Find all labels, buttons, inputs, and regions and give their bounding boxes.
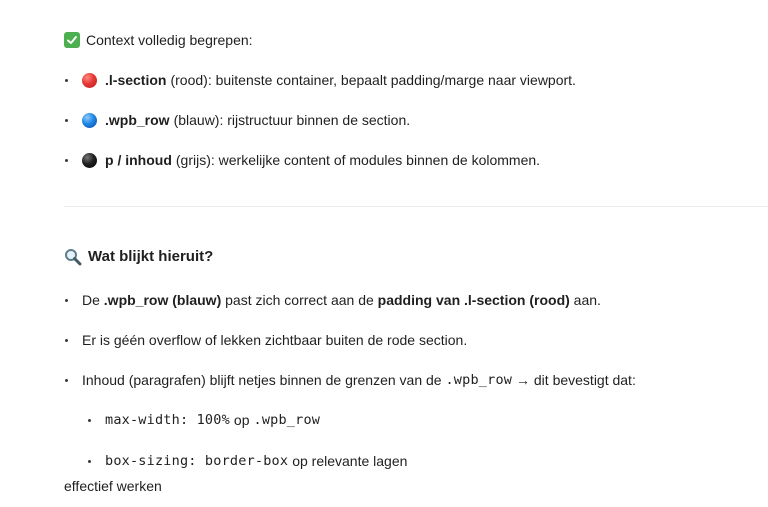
bullet-icon <box>64 371 72 389</box>
inline-code: .wpb_row <box>253 412 321 428</box>
list-item <box>64 71 576 89</box>
bullet-icon <box>87 452 95 470</box>
closing-text <box>64 477 162 495</box>
list-item <box>64 111 410 129</box>
text: past zich correct aan de <box>221 292 378 308</box>
section-title: Wat blijkt hieruit? <box>88 248 214 265</box>
bullet-icon <box>64 331 72 349</box>
text: aan. <box>569 292 601 308</box>
bullet-icon <box>64 71 72 89</box>
bullet-icon <box>64 111 72 129</box>
layer-desc: (blauw): rijstructuur binnen de section. <box>173 112 411 128</box>
inline-code: .wpb_row <box>445 372 513 388</box>
black-circle-icon <box>82 153 97 168</box>
divider <box>64 206 768 207</box>
inline-code: box-sizing: border-box <box>105 453 289 469</box>
list-item <box>64 331 467 349</box>
intro-text: Context volledig begrepen: <box>86 32 253 48</box>
blue-circle-icon <box>82 113 97 128</box>
bullet-icon <box>64 291 72 309</box>
bullet-icon <box>87 411 95 429</box>
layer-desc: (grijs): werkelijke content of modules binnen de kolommen. <box>175 152 541 168</box>
sub-list-item <box>87 452 407 470</box>
layer-selector: p / inhoud <box>105 152 172 168</box>
layer-selector: .l-section <box>105 72 167 88</box>
section-heading <box>64 248 213 266</box>
text: → dit bevestigt dat: <box>512 372 636 388</box>
layer-selector: .wpb_row <box>105 112 170 128</box>
list-item <box>64 291 601 309</box>
text-bold: .wpb_row (blauw) <box>103 292 222 308</box>
text: De <box>82 292 104 308</box>
text: Er is géén overflow of lekken zichtbaar buiten de rode section. <box>82 332 468 348</box>
red-circle-icon <box>82 73 97 88</box>
magnifier-icon <box>64 248 82 266</box>
bullet-icon <box>64 151 72 169</box>
text: op relevante lagen <box>292 453 408 469</box>
layer-desc: (rood): buitenste container, bepaalt padding/marge naar viewport. <box>170 72 576 88</box>
text: Inhoud (paragrafen) blijft netjes binnen de grenzen van de <box>82 372 446 388</box>
text-bold: padding van .l-section (rood) <box>377 292 570 308</box>
list-item <box>64 151 540 169</box>
intro-line <box>64 31 253 49</box>
inline-code: max-width: 100% <box>105 412 230 428</box>
list-item <box>64 371 636 389</box>
text: effectief werken <box>64 478 162 494</box>
sub-list-item <box>87 411 320 429</box>
text: op <box>233 412 250 428</box>
check-icon <box>64 32 80 48</box>
